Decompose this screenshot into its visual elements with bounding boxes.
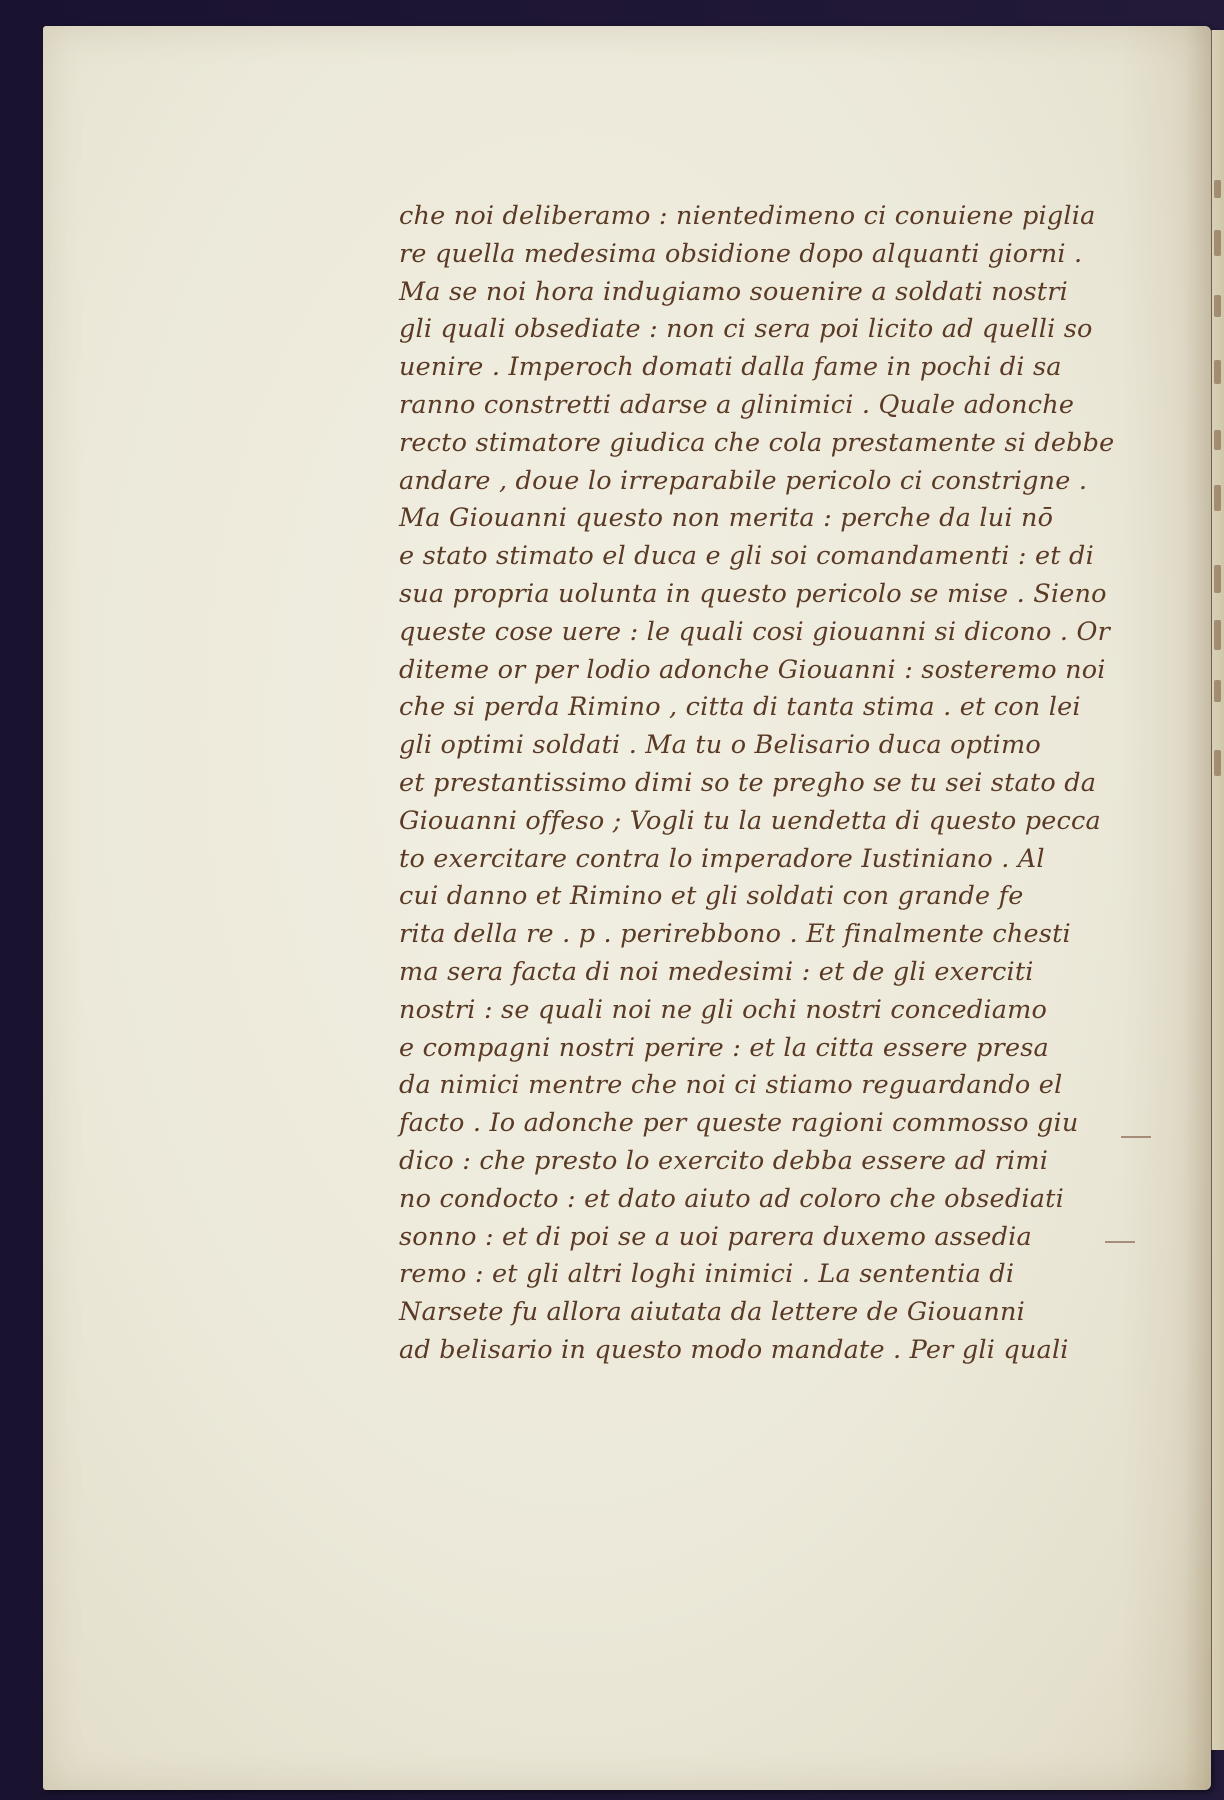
- text-line: Ma se noi hora indugiamo souenire a soldati nostri: [399, 276, 1068, 307]
- text-line: Narsete fu allora aiutata da lettere de Giouanni: [399, 1297, 1025, 1328]
- leaf-ink-mark: [1214, 750, 1221, 776]
- text-line: sua propria uolunta in questo pericolo se mise . Sieno: [399, 578, 1107, 609]
- text-line: da nimici mentre che noi ci stiamo reguardando el: [399, 1070, 1063, 1101]
- text-line: diteme or per lodio adonche Giouanni : sosteremo noi: [399, 654, 1106, 685]
- text-line: sonno : et di poi se a uoi parera duxemo assedia: [399, 1221, 1032, 1252]
- leaf-ink-mark: [1214, 230, 1221, 256]
- text-line: e stato stimato el duca e gli soi comandamenti : et di: [399, 541, 1094, 572]
- text-line: re quella medesima obsidione dopo alquanti giorni .: [399, 238, 1083, 269]
- margin-mark: [1105, 1241, 1135, 1243]
- text-line: nostri : se quali noi ne gli ochi nostri concediamo: [399, 994, 1048, 1025]
- text-line: che si perda Rimino , citta di tanta stima . et con lei: [399, 692, 1081, 723]
- text-line: to exercitare contra lo imperadore Iustiniano . Al: [399, 843, 1045, 874]
- leaf-ink-mark: [1214, 295, 1221, 317]
- leaf-ink-mark: [1214, 565, 1221, 593]
- text-line: cui danno et Rimino et gli soldati con grande fe: [399, 881, 1024, 912]
- text-line: ma sera facta di noi medesimi : et de gli exerciti: [399, 956, 1034, 987]
- leaf-ink-mark: [1214, 360, 1221, 384]
- text-line: e compagni nostri perire : et la citta essere presa: [399, 1032, 1049, 1063]
- leaf-ink-mark: [1214, 430, 1221, 450]
- text-line: che noi deliberamo : nientedimeno ci conuiene piglia: [399, 201, 1096, 231]
- margin-mark: [1121, 1136, 1151, 1138]
- text-line: andare , doue lo irreparabile pericolo ci constrigne .: [399, 465, 1088, 496]
- leaf-ink-mark: [1214, 485, 1221, 511]
- text-line: Ma Giouanni questo non merita : perche da lui nō: [399, 503, 1054, 534]
- text-line: gli optimi soldati . Ma tu o Belisario duca optimo: [399, 730, 1041, 761]
- text-line: queste cose uere : le quali cosi giouanni si dicono . Or: [399, 616, 1110, 647]
- text-block: [399, 198, 1159, 1370]
- text-line: ad belisario in questo modo mandate . Per gli quali: [399, 1334, 1069, 1365]
- text-line: et prestantissimo dimi so te pregho se tu sei stato da: [399, 767, 1097, 798]
- text-line: dico : che presto lo exercito debba essere ad rimi: [399, 1145, 1049, 1176]
- text-line: recto stimatore giudica che cola prestamente si debbe: [399, 427, 1115, 458]
- leaf-ink-mark: [1214, 680, 1221, 702]
- text-line: uenire . Imperoch domati dalla fame in pochi di sa: [399, 352, 1062, 383]
- text-line: Giouanni offeso ; Vogli tu la uendetta di questo pecca: [399, 805, 1101, 836]
- text-line: rita della re . p . perirebbono . Et finalmente chesti: [399, 919, 1071, 950]
- manuscript-page: [43, 26, 1211, 1790]
- text-line: no condocto : et dato aiuto ad coloro che obsediati: [399, 1183, 1064, 1214]
- text-line: facto . Io adonche per queste ragioni commosso giu: [399, 1108, 1079, 1139]
- leaf-ink-mark: [1214, 180, 1221, 198]
- text-line: remo : et gli altri loghi inimici . La sententia di: [399, 1259, 1015, 1290]
- text-line: ranno constretti adarse a glinimici . Quale adonche: [399, 389, 1075, 420]
- text-line: gli quali obsediate : non ci sera poi licito ad quelli so: [399, 314, 1093, 345]
- leaf-ink-mark: [1214, 620, 1221, 650]
- next-leaf-edge: [1211, 30, 1224, 1750]
